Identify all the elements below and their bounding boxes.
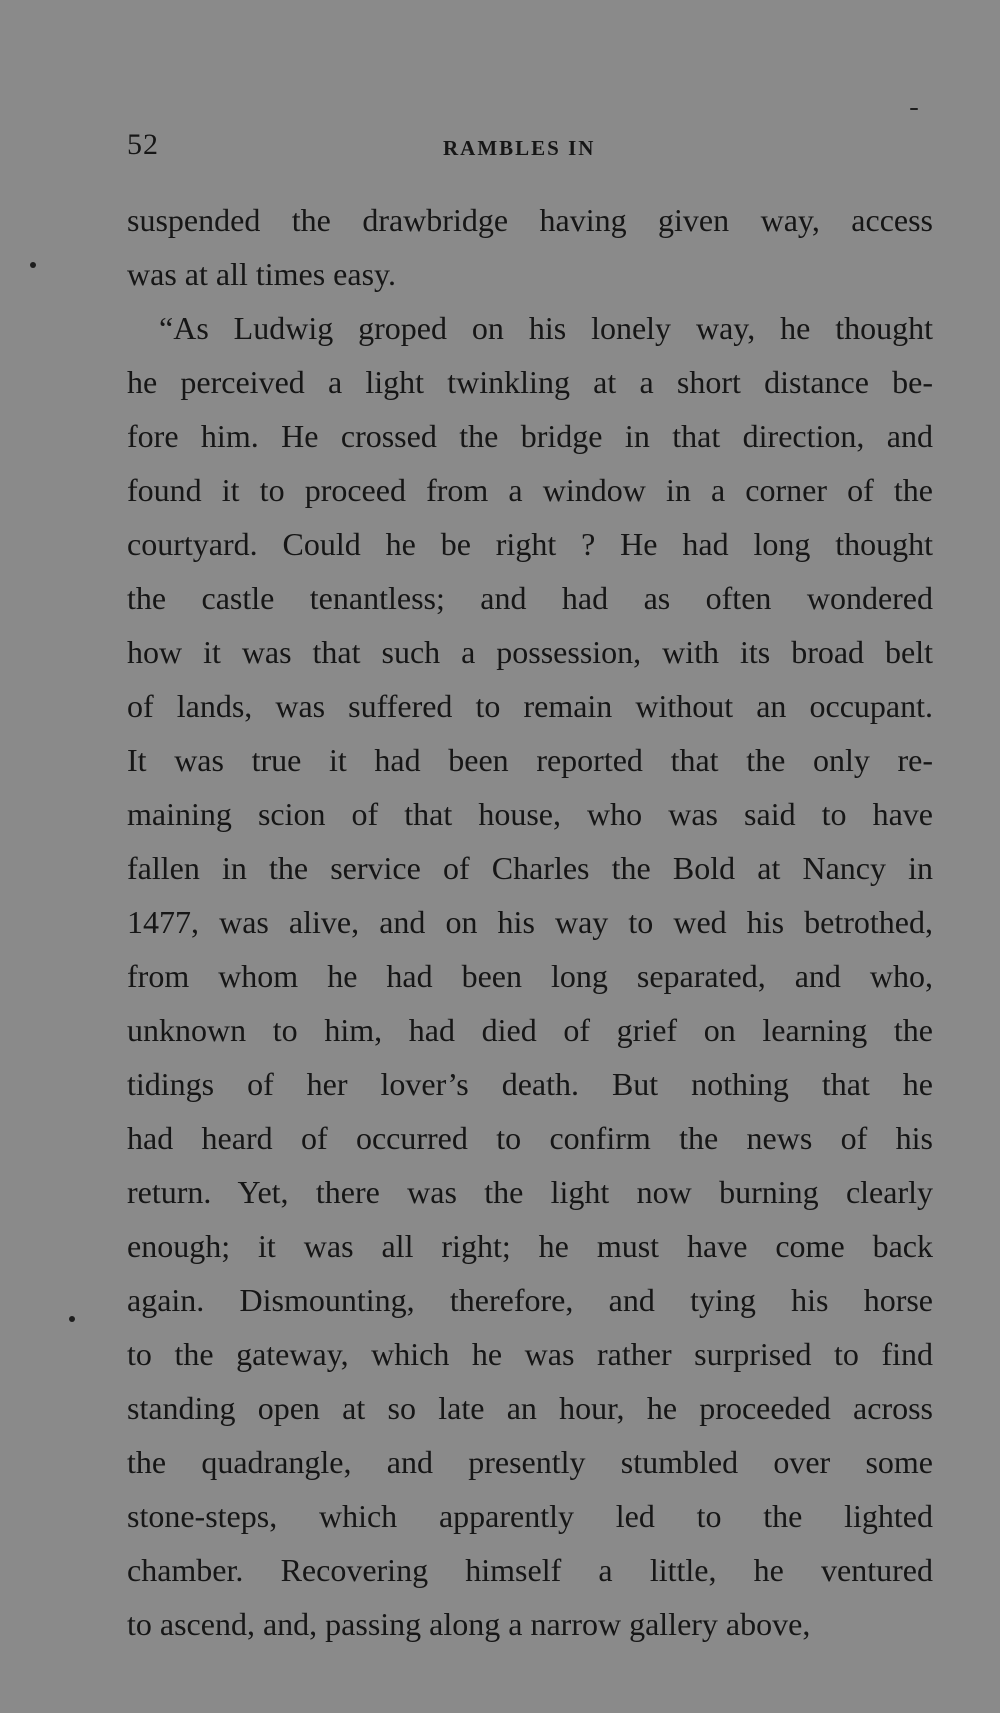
text-line: tidings of her lover’s death. But nothing that he (127, 1066, 933, 1102)
paragraph (127, 193, 933, 301)
text-line: enough; it was all right; he must have come back (127, 1228, 933, 1264)
text-line: of lands, was suffered to remain without an occupant. (127, 688, 933, 724)
text-line: 1477, was alive, and on his way to wed his betrothed, (127, 904, 933, 940)
text-line: found it to proceed from a window in a corner of the (127, 472, 933, 508)
text-line: suspended the drawbridge having given way, access (127, 202, 933, 238)
text-line: fallen in the service of Charles the Bold at Nancy in (127, 850, 933, 886)
scan-speck (69, 1316, 75, 1322)
text-line: he perceived a light twinkling at a short distance be- (127, 364, 933, 400)
text-line: courtyard. Could he be right ? He had long thought (127, 526, 933, 562)
paragraph (127, 301, 933, 1651)
text-line: chamber. Recovering himself a little, he ventured (127, 1552, 933, 1588)
text-line: “As Ludwig groped on his lonely way, he thought (159, 310, 933, 346)
text-line: It was true it had been reported that the only re- (127, 742, 933, 778)
text-line: again. Dismounting, therefore, and tying his horse (127, 1282, 933, 1318)
text-line: stone-steps, which apparently led to the lighted (127, 1498, 933, 1534)
text-line: to the gateway, which he was rather surprised to find (127, 1336, 933, 1372)
text-line: was at all times easy. (127, 256, 396, 292)
running-title: RAMBLES IN (443, 136, 596, 160)
text-line: standing open at so late an hour, he proceeded across (127, 1390, 933, 1426)
text-line: the castle tenantless; and had as often wondered (127, 580, 933, 616)
body-text (127, 193, 933, 1651)
text-line: had heard of occurred to confirm the news of his (127, 1120, 933, 1156)
scan-speck (30, 262, 36, 268)
text-line: fore him. He crossed the bridge in that direction, and (127, 418, 933, 454)
text-line: unknown to him, had died of grief on learning the (127, 1012, 933, 1048)
running-head (127, 128, 933, 168)
text-line: from whom he had been long separated, and who, (127, 958, 933, 994)
text-line: return. Yet, there was the light now burning clearly (127, 1174, 933, 1210)
scan-speck (910, 108, 918, 110)
page-number: 52 (127, 128, 159, 161)
text-line: the quadrangle, and presently stumbled over some (127, 1444, 933, 1480)
text-line: how it was that such a possession, with its broad belt (127, 634, 933, 670)
text-line: maining scion of that house, who was said to have (127, 796, 933, 832)
text-line: to ascend, and, passing along a narrow gallery above, (127, 1606, 811, 1642)
